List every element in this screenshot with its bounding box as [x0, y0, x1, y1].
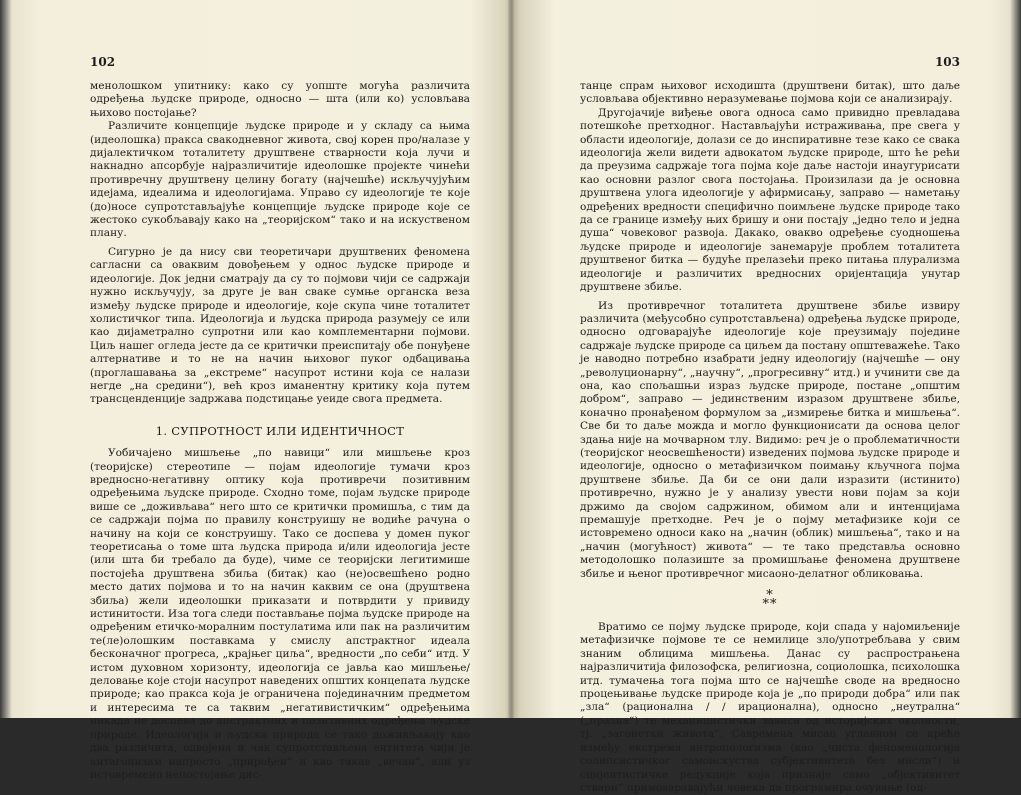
book-gutter [508, 0, 514, 718]
paragraph: танце спрам њиховог исходишта (друштвени битак), што даље условљава објективно неразумевање појмова који се анализирају. [580, 80, 960, 106]
page-text [90, 80, 470, 782]
paragraph: Различите концепције људске природе и у складу са њима (идеолошка) пракса свакодневног живота, свој корен про/налазе у дијалектичком тоталитету друштвене стварности која лучи и накнадно апсорбује најразличитије идеолошке пројекте чинећи противречну друштвену целину богату (најчешће) искључујућим идејама, идеалима и идеологијама. Управо су идеологије те које (до)носе супротстављајуће концепције људске природе које се жестоко сукобљавају како на „теоријском“ тако и на искуственом плану. [90, 120, 470, 240]
page-number: 103 [934, 55, 960, 69]
section-heading: 1. СУПРОТНОСТ ИЛИ ИДЕНТИЧНОСТ [155, 423, 405, 438]
paragraph: Уобичајено мишљење „по навици“ или мишљење кроз (теоријске) стереотипе — појам идеологије тумачи кроз вредносно-негативну оптику која противречи позитивним одређењима људске природе. Сходно томе, појам људске природе више се „доживљава“ него што се критички промишља, с тим да се садржаји појма по правилу конструишу не водиће рачуна о начину на који се конструишу. Тако се доспева у домен пуког теоретисања о томе шта људска природа и/или идеологија јесте (или шта би требало да буде), чиме се теоријски легитимише постојећа друштвена збиља (битак) као (не)освешћено родно место датих појмова и то на начин каквим се она (друштвена збиља) жели идеолошки приказати и потврдити у привиду истинитости. Иза тога следи постављање појма људске природе на одређеним етичко-моралним постулатима или пак на различитим те(ле)олошким поставкама у смислу апстрактног идеала бесконачног прогреса, „крајњег циља“, вредности „по себи“ итд. У истом духовном хоризонту, идеологија се јавља као мишљење/деловање које стоји насупрот наведених општих концепата људске природе; као пракса која је ограничена појединачним предметом и интересима те са таквим „негативистичким“ одређењима никада не доспева до апстрактних и позитивних одређења људске природе. Идеологија и људска природа се тако доживљавају као два различита, одвојена и чак супротстављена ентитета чији је антагонизам напросто „прирођен“ и као такав „вечан“, али уз истовремено непостојање дис- [90, 447, 470, 781]
paragraph: менолошком упитнику: како су уопште могућа различита одређења људске природе, односно — шта (или ко) условљава њихово постојање? [90, 80, 470, 119]
paragraph: Другојачије виђење овога односа само привидно превладава потешкоће претходног. Настављајући истраживања, пре свега у области идеологије, долази се до инспиративне тезе како се свака идеологија жели видети адвокатом људске природе, што ће рећи да преузима садржаје тога појма које даље настоји инаугурисати као основни разлог свога постојања. Произилази да је основна друштвена улога идеологије у афирмисању, заправо — наметању одређених вредности специфично поимљене људске природе тако да се границе између њих бришу и они постају „једно тело и једна душа“ човековог развоја. Дакако, овакво одређење суодношења људске природе и идеологије занемарује проблем тоталитета друштвеног битка — будуће прелазећи преко питања плурализма идеологије и различитих вредносних оријентација унутар друштвене збиље. [580, 106, 960, 294]
paragraph: Из противречног тоталитета друштвене збиље извиру различита (међусобно супротстављена) одређења људске природе, односно одговарајуће идеологије које преузимају поједине садржаје људске природе са циљем да постану општеважеће. Тако је наводно потребно изабрати једну идеологију (најчешће — ону „револуционарну“, „научну“, „прогресивну“ итд.) и учинити све да она, као спољашњи израз људске природе, постане „општим добром“, заправо — јединственим изразом друштвене збиље, коначно пронађеном формулом за „измирење битка и мишљења“. Све би то даље можда и могло функционисати да основа целог здања није на мочварном тлу. Видимо: реч је о проблематичности (теоријског неосвешћености) изведених појмова људске природе и идеологије, односно о метафизичком поимању кључнога појма друштвене збиље. Да би се они дали изразити (истинито) противречно, нужно је у анализу увести нови појам за који држимо да својом садржином, обимом али и интенцијама премашује претходне. Реч је о појму метафизике који се истовремено односи како на „начин (облик) мишљења“, тако и на „начин (могућност) живота“ — те тако представља основно методолошко полазиште за промишљање феномена друштвене збиље и њеног противречног мисаоно-делатног обликовања. [580, 299, 960, 580]
right-page [580, 0, 960, 794]
page-text [580, 80, 960, 795]
paragraph: Сигурно је да нису сви теоретичари друштвених феномена сагласни са оваквим довођењем у однос људске природе и идеологије. Док једни сматрају да су то појмови чији се садржаји нужно искључују, за друге је ван сваке сумње органска веза између људске природе и идеологије, које скупа чине тоталитет холистичког типа. Идеологија и људска природа разумеју се или као дијаметрално супротни или као комплементарни појмови. Циљ нашег огледа јесте да се критички преиспитају обе понуђене алтернативе и то не на начин њиховог пуког одбацивања (проглашавања за „екстреме“ насупрот истини која се налази негде „на средини“), већ кроз иманентну критику која путем трансценденције задржава подстицање уеиде свога предмета. [90, 245, 470, 406]
paragraph: Вратимо се појму људске природе, који спада у најомиљеније метафизичке појмове те се немилице зло/употребљава у свим знаним облицима мишљења. Данас су распрострањена најразличитија филозофска, религиозна, социолошка, психолошка итд. тумачења тога појма што се најчешће своде на вредносно процењивање људске природе која је „по природи добра“ или пак „зла“ (рационална / / ирационална), односно „неутрална“ („празна“) те механицистички зависи од историјских околности, тј. „загонетки живота“. Савремена мисао углавном се креће између екстрема антропологизма (као „чиста феноменологија солипсистичког самоискуства субјективитета без мисли“) и сцијентистичке редукције која признаје само „објективитет ствари“ примоваравајући човека да програмира очување (од- [580, 621, 960, 794]
left-page [90, 0, 470, 781]
section-separator: * ** [762, 588, 778, 613]
page-number: 102 [90, 55, 116, 69]
